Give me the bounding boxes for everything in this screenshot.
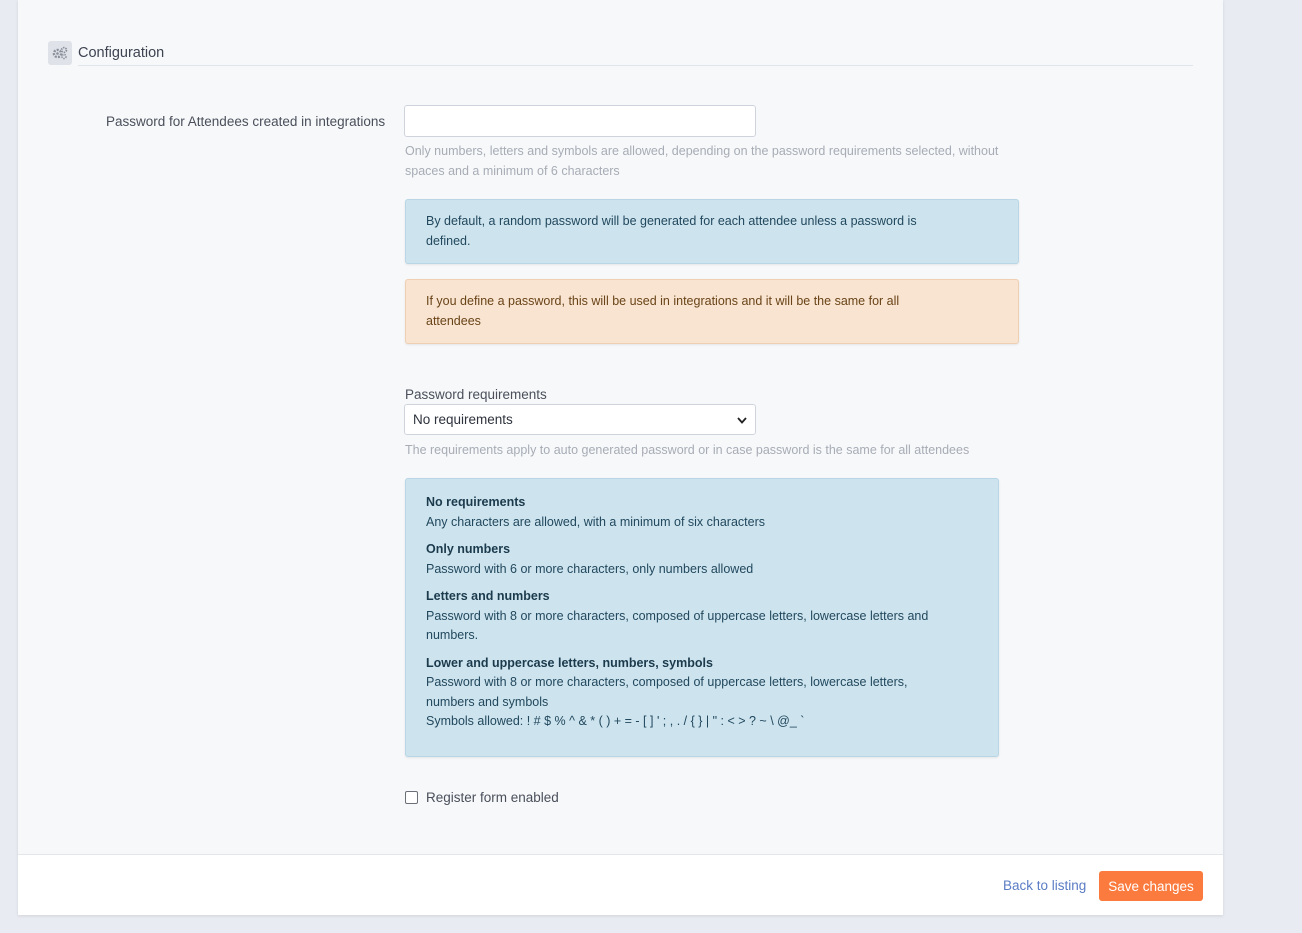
chevron-down-icon [737, 412, 747, 427]
requirements-help-text: The requirements apply to auto generated password or in case password is the same for all attendees [405, 443, 970, 457]
requirement-item [426, 540, 978, 579]
attendee-password-input[interactable] [404, 105, 756, 137]
select-value: No requirements [413, 412, 513, 427]
section-header [48, 40, 1193, 66]
requirement-desc: Password with 8 or more characters, composed of uppercase letters, lowercase letters and numbers. [426, 608, 929, 642]
requirement-desc: Any characters are allowed, with a minimum of six characters [426, 514, 766, 529]
register-form-toggle[interactable] [405, 790, 559, 805]
warning-alert-text: If you define a password, this will be used in integrations and it will be the same for all attendees [426, 294, 900, 328]
back-to-listing-link[interactable]: Back to listing [1003, 878, 1087, 893]
requirements-info-box [405, 478, 999, 757]
info-alert-text: By default, a random password will be generated for each attendee unless a password is defined. [426, 214, 917, 248]
register-form-label: Register form enabled [426, 790, 559, 805]
gears-icon [48, 41, 72, 65]
info-alert [405, 199, 1019, 264]
requirement-item [426, 493, 978, 532]
requirement-title: Letters and numbers [426, 589, 550, 603]
save-changes-button[interactable]: Save changes [1099, 871, 1203, 901]
register-form-checkbox[interactable] [405, 791, 418, 804]
requirement-title: Lower and uppercase letters, numbers, symbols [426, 655, 713, 670]
section-divider [78, 65, 1193, 66]
form-footer [18, 854, 1223, 915]
settings-card [18, 0, 1223, 915]
requirement-title: Only numbers [426, 542, 511, 556]
requirement-item [426, 654, 978, 732]
requirements-label: Password requirements [405, 387, 547, 402]
requirement-item [426, 587, 978, 646]
symbols-allowed-text: Symbols allowed: ! # $ % ^ & * ( ) + = - [ ] ' ; , . / { } | " : < > ? ~ \ @_ ` [426, 714, 805, 728]
requirement-desc: Password with 6 or more characters, only numbers allowed [426, 561, 754, 576]
section-title: Configuration [78, 45, 165, 61]
password-help-text: Only numbers, letters and symbols are allowed, depending on the password requirements selected, without spaces and a minimum of 6 characters [405, 144, 999, 178]
requirement-desc: Password with 8 or more characters, composed of uppercase letters, lowercase letters, numbers and symbols [426, 675, 908, 709]
warning-alert [405, 279, 1019, 344]
requirement-title: No requirements [426, 495, 526, 509]
password-field-label: Password for Attendees created in integrations [106, 114, 386, 129]
password-requirements-select[interactable] [404, 404, 756, 435]
